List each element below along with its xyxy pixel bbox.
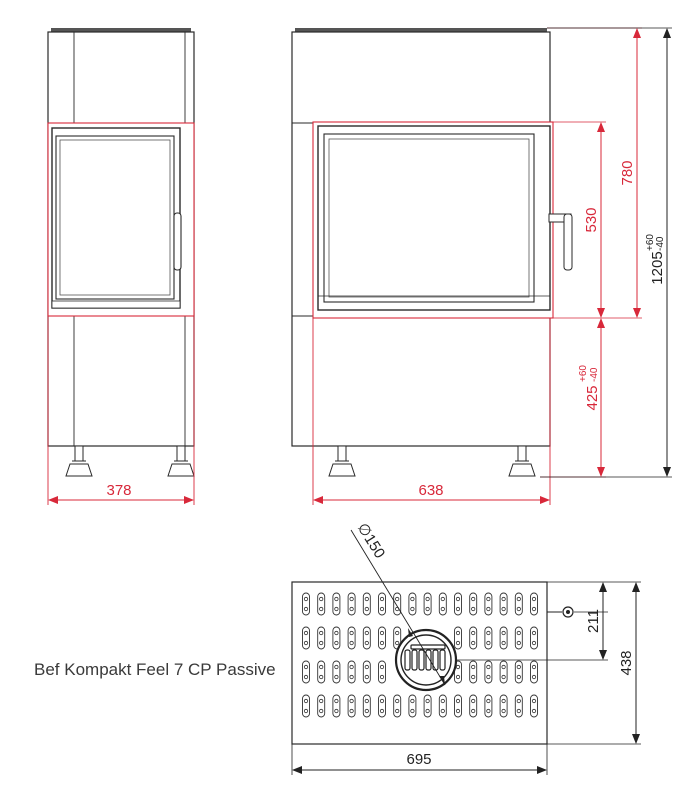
flue-diameter-label: ∅150 xyxy=(353,520,389,562)
front-leg-right xyxy=(509,464,535,476)
top-depth-label: 438 xyxy=(618,650,635,676)
side-leg-left xyxy=(66,464,92,476)
total-height-tol-minus: -40 xyxy=(655,236,666,251)
door-height-label: 530 xyxy=(583,207,600,233)
glass-height-label: 780 xyxy=(619,160,636,186)
side-width-label: 378 xyxy=(106,482,132,499)
side-view xyxy=(48,28,194,505)
side-door-outline xyxy=(48,123,194,316)
flue-offset-label: 211 xyxy=(585,609,602,633)
top-view xyxy=(292,520,641,775)
front-width-label: 638 xyxy=(418,482,444,499)
front-view xyxy=(292,28,672,505)
total-height-tol-plus: +60 xyxy=(645,234,656,251)
total-height-label: 1205 xyxy=(649,251,666,285)
product-name: Bef Kompakt Feel 7 CP Passive xyxy=(34,660,276,679)
top-width-label: 695 xyxy=(406,751,432,768)
side-leg-right xyxy=(168,464,194,476)
side-door-handle xyxy=(174,213,181,270)
base-height-tol-minus: -40 xyxy=(589,367,600,382)
base-height-label: 425 xyxy=(584,385,601,411)
base-height-tol-plus: +60 xyxy=(578,365,589,382)
front-door-outline xyxy=(313,122,553,318)
front-leg-left xyxy=(329,464,355,476)
